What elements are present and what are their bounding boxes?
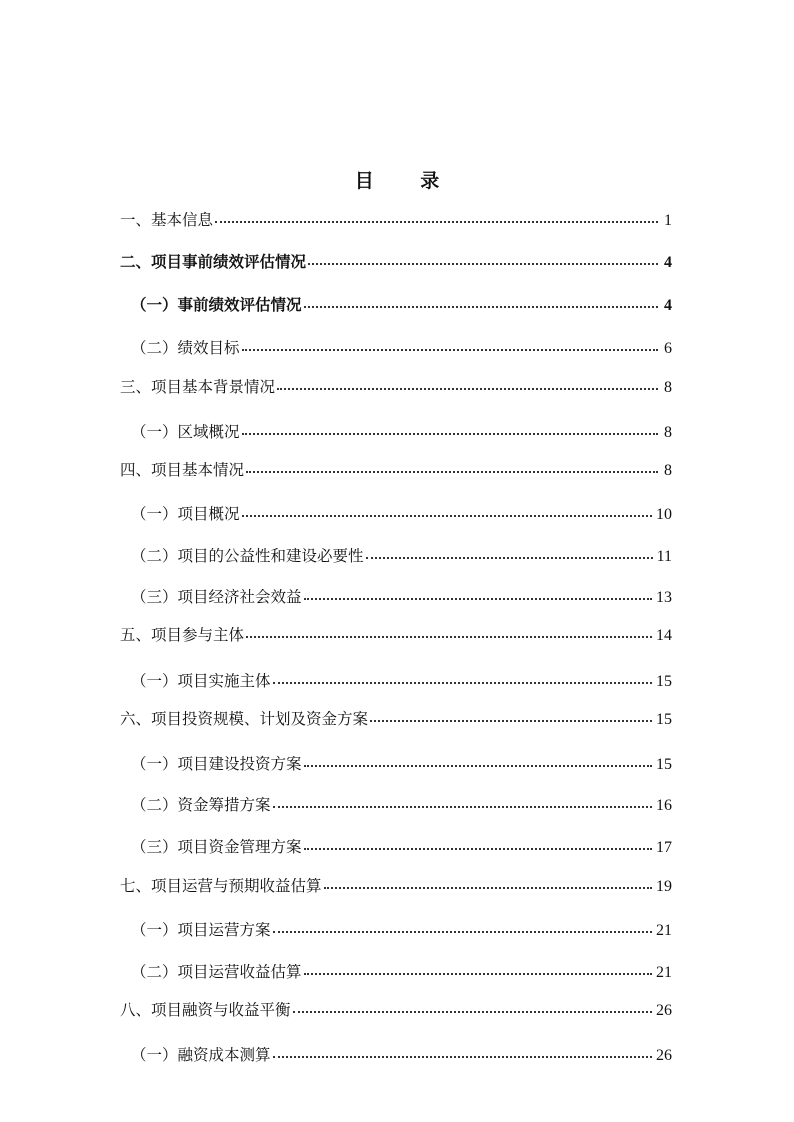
toc-entry-label: 一、基本信息 <box>120 211 214 229</box>
toc-entry-label: （一）项目实施主体 <box>131 672 271 690</box>
toc-entry[interactable] <box>131 837 672 857</box>
toc-entry[interactable] <box>131 1045 672 1065</box>
toc-entry-label: 六、项目投资规模、计划及资金方案 <box>120 710 369 728</box>
toc-entry-label: （一）项目概况 <box>131 505 240 523</box>
toc-dot-leader <box>246 636 652 638</box>
toc-entry[interactable] <box>120 460 672 480</box>
toc-entry[interactable] <box>120 709 672 729</box>
toc-entry-page: 8 <box>664 462 672 479</box>
toc-entry[interactable] <box>131 671 672 691</box>
toc-dot-leader <box>370 720 652 722</box>
toc-entry-label: 八、项目融资与收益平衡 <box>120 1001 291 1019</box>
toc-dot-leader <box>308 263 658 265</box>
toc-entry-page: 21 <box>656 922 672 939</box>
toc-entry-label: （二）项目的公益性和建设必要性 <box>131 547 364 565</box>
toc-dot-leader <box>304 765 652 767</box>
toc-dot-leader <box>273 1056 652 1058</box>
toc-entry[interactable] <box>120 625 672 645</box>
toc-dot-leader <box>273 931 652 933</box>
toc-entry-page: 15 <box>656 673 672 690</box>
toc-dot-leader <box>242 433 658 435</box>
toc-entry-label: 二、项目事前绩效评估情况 <box>120 253 307 271</box>
toc-entry-label: （一）区域概况 <box>131 423 240 441</box>
toc-entry[interactable] <box>120 252 672 272</box>
toc-entry-page: 14 <box>656 627 672 644</box>
toc-entry-label: 三、项目基本背景情况 <box>120 378 276 396</box>
toc-entry-page: 1 <box>664 212 672 229</box>
toc-dot-leader <box>304 598 652 600</box>
toc-entry-page: 13 <box>656 589 672 606</box>
toc-entry[interactable] <box>131 504 672 524</box>
toc-entry-page: 11 <box>656 548 672 565</box>
toc-entry[interactable] <box>131 795 672 815</box>
toc-title: 目 录 <box>354 170 460 192</box>
toc-entry[interactable] <box>120 1000 672 1020</box>
toc-entry-page: 15 <box>656 756 672 773</box>
toc-entry-label: （二）资金筹措方案 <box>131 796 271 814</box>
toc-entry-page: 6 <box>664 340 672 357</box>
toc-entry[interactable] <box>120 876 672 896</box>
toc-dot-leader <box>277 388 658 390</box>
toc-entry-page: 21 <box>656 964 672 981</box>
toc-entry-page: 4 <box>664 297 672 314</box>
toc-entry-label: 五、项目参与主体 <box>120 626 245 644</box>
toc-dot-leader <box>304 973 652 975</box>
toc-entry[interactable] <box>120 210 672 230</box>
toc-dot-leader <box>304 848 652 850</box>
toc-dot-leader <box>273 806 652 808</box>
toc-entry-label: （一）项目建设投资方案 <box>131 755 302 773</box>
toc-entry[interactable] <box>131 754 672 774</box>
toc-entry-page: 8 <box>664 424 672 441</box>
toc-entry-label: （三）项目资金管理方案 <box>131 838 302 856</box>
toc-dot-leader <box>242 515 652 517</box>
toc-dot-leader <box>324 887 652 889</box>
toc-entry-page: 26 <box>656 1002 672 1019</box>
toc-dot-leader <box>304 306 658 308</box>
toc-entry[interactable] <box>131 546 672 566</box>
toc-entry-label: （二）项目运营收益估算 <box>131 963 302 981</box>
toc-entry[interactable] <box>131 338 672 358</box>
toc-entry[interactable] <box>131 295 672 315</box>
toc-entry-page: 17 <box>656 839 672 856</box>
toc-entry-label: （三）项目经济社会效益 <box>131 588 302 606</box>
toc-entry[interactable] <box>131 962 672 982</box>
toc-entry-label: 七、项目运营与预期收益估算 <box>120 877 322 895</box>
toc-dot-leader <box>242 349 658 351</box>
toc-entry-label: 四、项目基本情况 <box>120 461 245 479</box>
toc-dot-leader <box>366 557 653 559</box>
toc-dot-leader <box>293 1011 652 1013</box>
toc-dot-leader <box>215 221 658 223</box>
toc-entry[interactable] <box>131 920 672 940</box>
toc-entry-page: 15 <box>656 711 672 728</box>
toc-entry-label: （一）项目运营方案 <box>131 921 271 939</box>
toc-entry[interactable] <box>131 422 672 442</box>
toc-entry[interactable] <box>131 587 672 607</box>
toc-entry[interactable] <box>120 377 672 397</box>
toc-entry-page: 4 <box>664 254 672 271</box>
toc-entry-page: 26 <box>656 1047 672 1064</box>
toc-entry-page: 19 <box>656 878 672 895</box>
toc-entry-label: （一）融资成本测算 <box>131 1046 271 1064</box>
toc-dot-leader <box>273 682 652 684</box>
toc-entry-page: 16 <box>656 797 672 814</box>
toc-entry-page: 10 <box>656 506 672 523</box>
toc-entry-page: 8 <box>664 379 672 396</box>
toc-dot-leader <box>246 471 658 473</box>
toc-entry-label: （一）事前绩效评估情况 <box>131 296 302 314</box>
toc-entry-label: （二）绩效目标 <box>131 339 240 357</box>
